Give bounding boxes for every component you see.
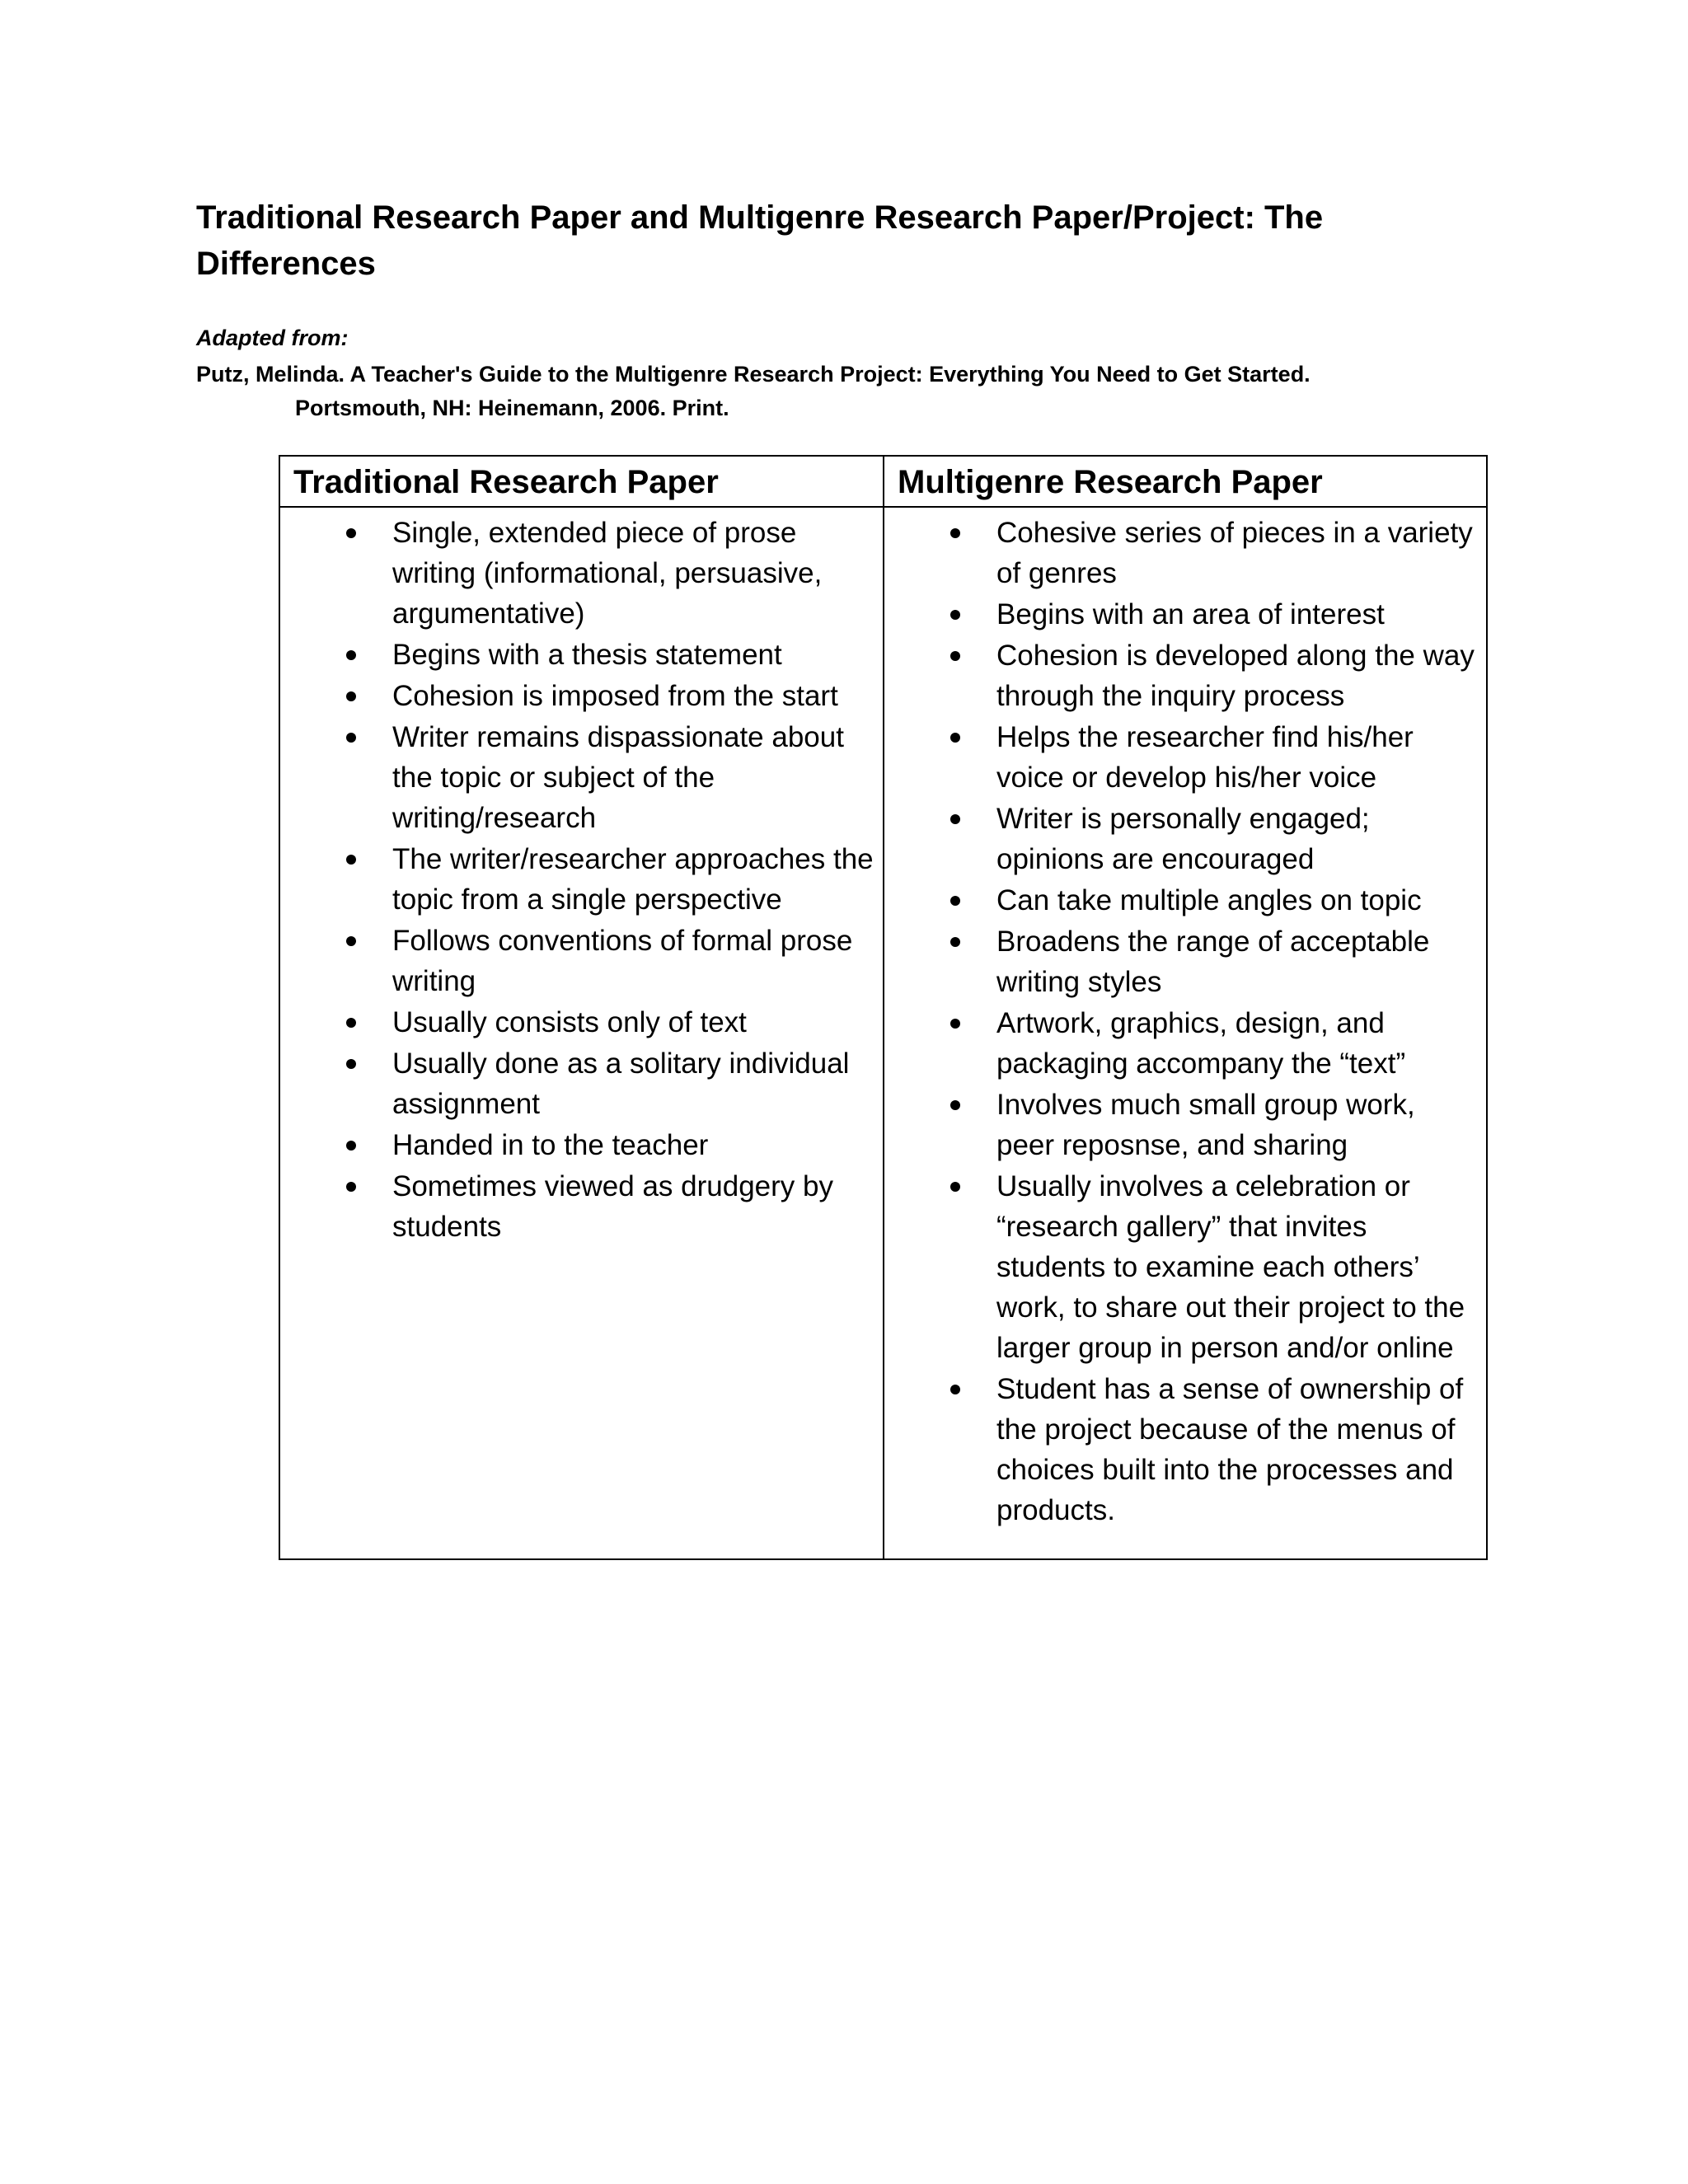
bullet-icon — [950, 528, 960, 538]
multigenre-column — [884, 507, 1487, 1559]
list-item-text: Follows conventions of formal prose writing — [392, 925, 853, 997]
adapted-from-label: Adapted from: — [196, 326, 349, 350]
list-item-text: Single, extended piece of prose writing (informational, persuasive, argumentative) — [392, 517, 823, 630]
citation-line-2: Portsmouth, NH: Heinemann, 2006. Print. — [295, 396, 729, 420]
bullet-icon — [950, 814, 960, 824]
list-item — [884, 635, 1478, 716]
bullet-icon — [346, 855, 356, 865]
bullet-icon — [346, 1018, 356, 1028]
list-item — [280, 921, 874, 1001]
bullet-icon — [950, 896, 960, 906]
list-item — [884, 799, 1478, 879]
list-item-text: Can take multiple angles on topic — [996, 884, 1422, 916]
list-item-text: Begins with an area of interest — [996, 598, 1385, 630]
list-item — [884, 921, 1478, 1002]
bullet-icon — [346, 733, 356, 743]
list-item — [884, 1369, 1478, 1530]
list-item — [884, 513, 1478, 593]
list-item — [280, 717, 874, 838]
list-item-text: Cohesion is developed along the way through the inquiry process — [996, 640, 1475, 712]
bullet-icon — [346, 1182, 356, 1192]
list-item-text: Writer is personally engaged; opinions are encouraged — [996, 803, 1370, 875]
list-item-text: Handed in to the teacher — [392, 1129, 709, 1161]
list-item — [884, 717, 1478, 798]
list-item — [280, 1125, 874, 1165]
bullet-icon — [346, 528, 356, 538]
bullet-icon — [346, 691, 356, 701]
list-item — [884, 1085, 1478, 1165]
list-item — [280, 635, 874, 675]
list-item — [280, 513, 874, 634]
list-item-text: Sometimes viewed as drudgery by students — [392, 1170, 833, 1243]
bullet-icon — [950, 1019, 960, 1029]
comparison-table — [279, 455, 1488, 1560]
list-item — [280, 1166, 874, 1247]
list-item — [884, 594, 1478, 635]
list-item — [884, 1003, 1478, 1084]
list-item-text: Writer remains dispassionate about the topic or subject of the writing/research — [392, 721, 844, 834]
list-item — [280, 1002, 874, 1043]
bullet-icon — [950, 1182, 960, 1192]
traditional-list — [280, 508, 883, 1247]
bullet-icon — [950, 651, 960, 661]
list-item — [280, 839, 874, 920]
bullet-icon — [346, 650, 356, 660]
bullet-icon — [346, 936, 356, 946]
bullet-icon — [346, 1141, 356, 1151]
list-item-text: Usually involves a celebration or “research gallery” that invites students to examine each others’ work, to share out their project to the larger group in person and/or online — [996, 1170, 1465, 1364]
list-item-text: Usually consists only of text — [392, 1006, 747, 1038]
table-row — [279, 507, 1487, 1559]
bullet-icon — [950, 1385, 960, 1394]
header-multigenre: Multigenre Research Paper — [884, 456, 1487, 507]
list-item — [884, 880, 1478, 921]
citation — [196, 358, 1548, 425]
bullet-icon — [950, 733, 960, 743]
page-title: Traditional Research Paper and Multigenre Research Paper/Project: The Differences — [196, 199, 1324, 282]
list-item-text: Involves much small group work, peer reposnse, and sharing — [996, 1089, 1415, 1161]
list-item — [280, 676, 874, 716]
bullet-icon — [950, 1100, 960, 1110]
list-item-text: Artwork, graphics, design, and packaging accompany the “text” — [996, 1007, 1406, 1080]
list-item-text: Broadens the range of acceptable writing styles — [996, 926, 1430, 998]
bullet-icon — [950, 610, 960, 620]
list-item — [280, 1043, 874, 1124]
list-item-text: The writer/researcher approaches the topic from a single perspective — [392, 843, 874, 916]
list-item-text: Begins with a thesis statement — [392, 639, 782, 671]
list-item-text: Student has a sense of ownership of the project because of the menus of choices built into the processes and products. — [996, 1373, 1464, 1526]
list-item-text: Cohesion is imposed from the start — [392, 680, 838, 712]
bullet-icon — [346, 1059, 356, 1069]
list-item-text: Usually done as a solitary individual assignment — [392, 1047, 850, 1120]
list-item-text: Helps the researcher find his/her voice or develop his/her voice — [996, 721, 1414, 794]
table-header-row — [279, 456, 1487, 507]
citation-line-1: Putz, Melinda. A Teacher's Guide to the Multigenre Research Project: Everything You Need to Get Started. — [196, 362, 1311, 387]
header-traditional: Traditional Research Paper — [279, 456, 884, 507]
list-item — [884, 1166, 1478, 1368]
traditional-column — [279, 507, 884, 1559]
bullet-icon — [950, 937, 960, 947]
list-item-text: Cohesive series of pieces in a variety of genres — [996, 517, 1473, 589]
multigenre-list — [884, 508, 1486, 1530]
